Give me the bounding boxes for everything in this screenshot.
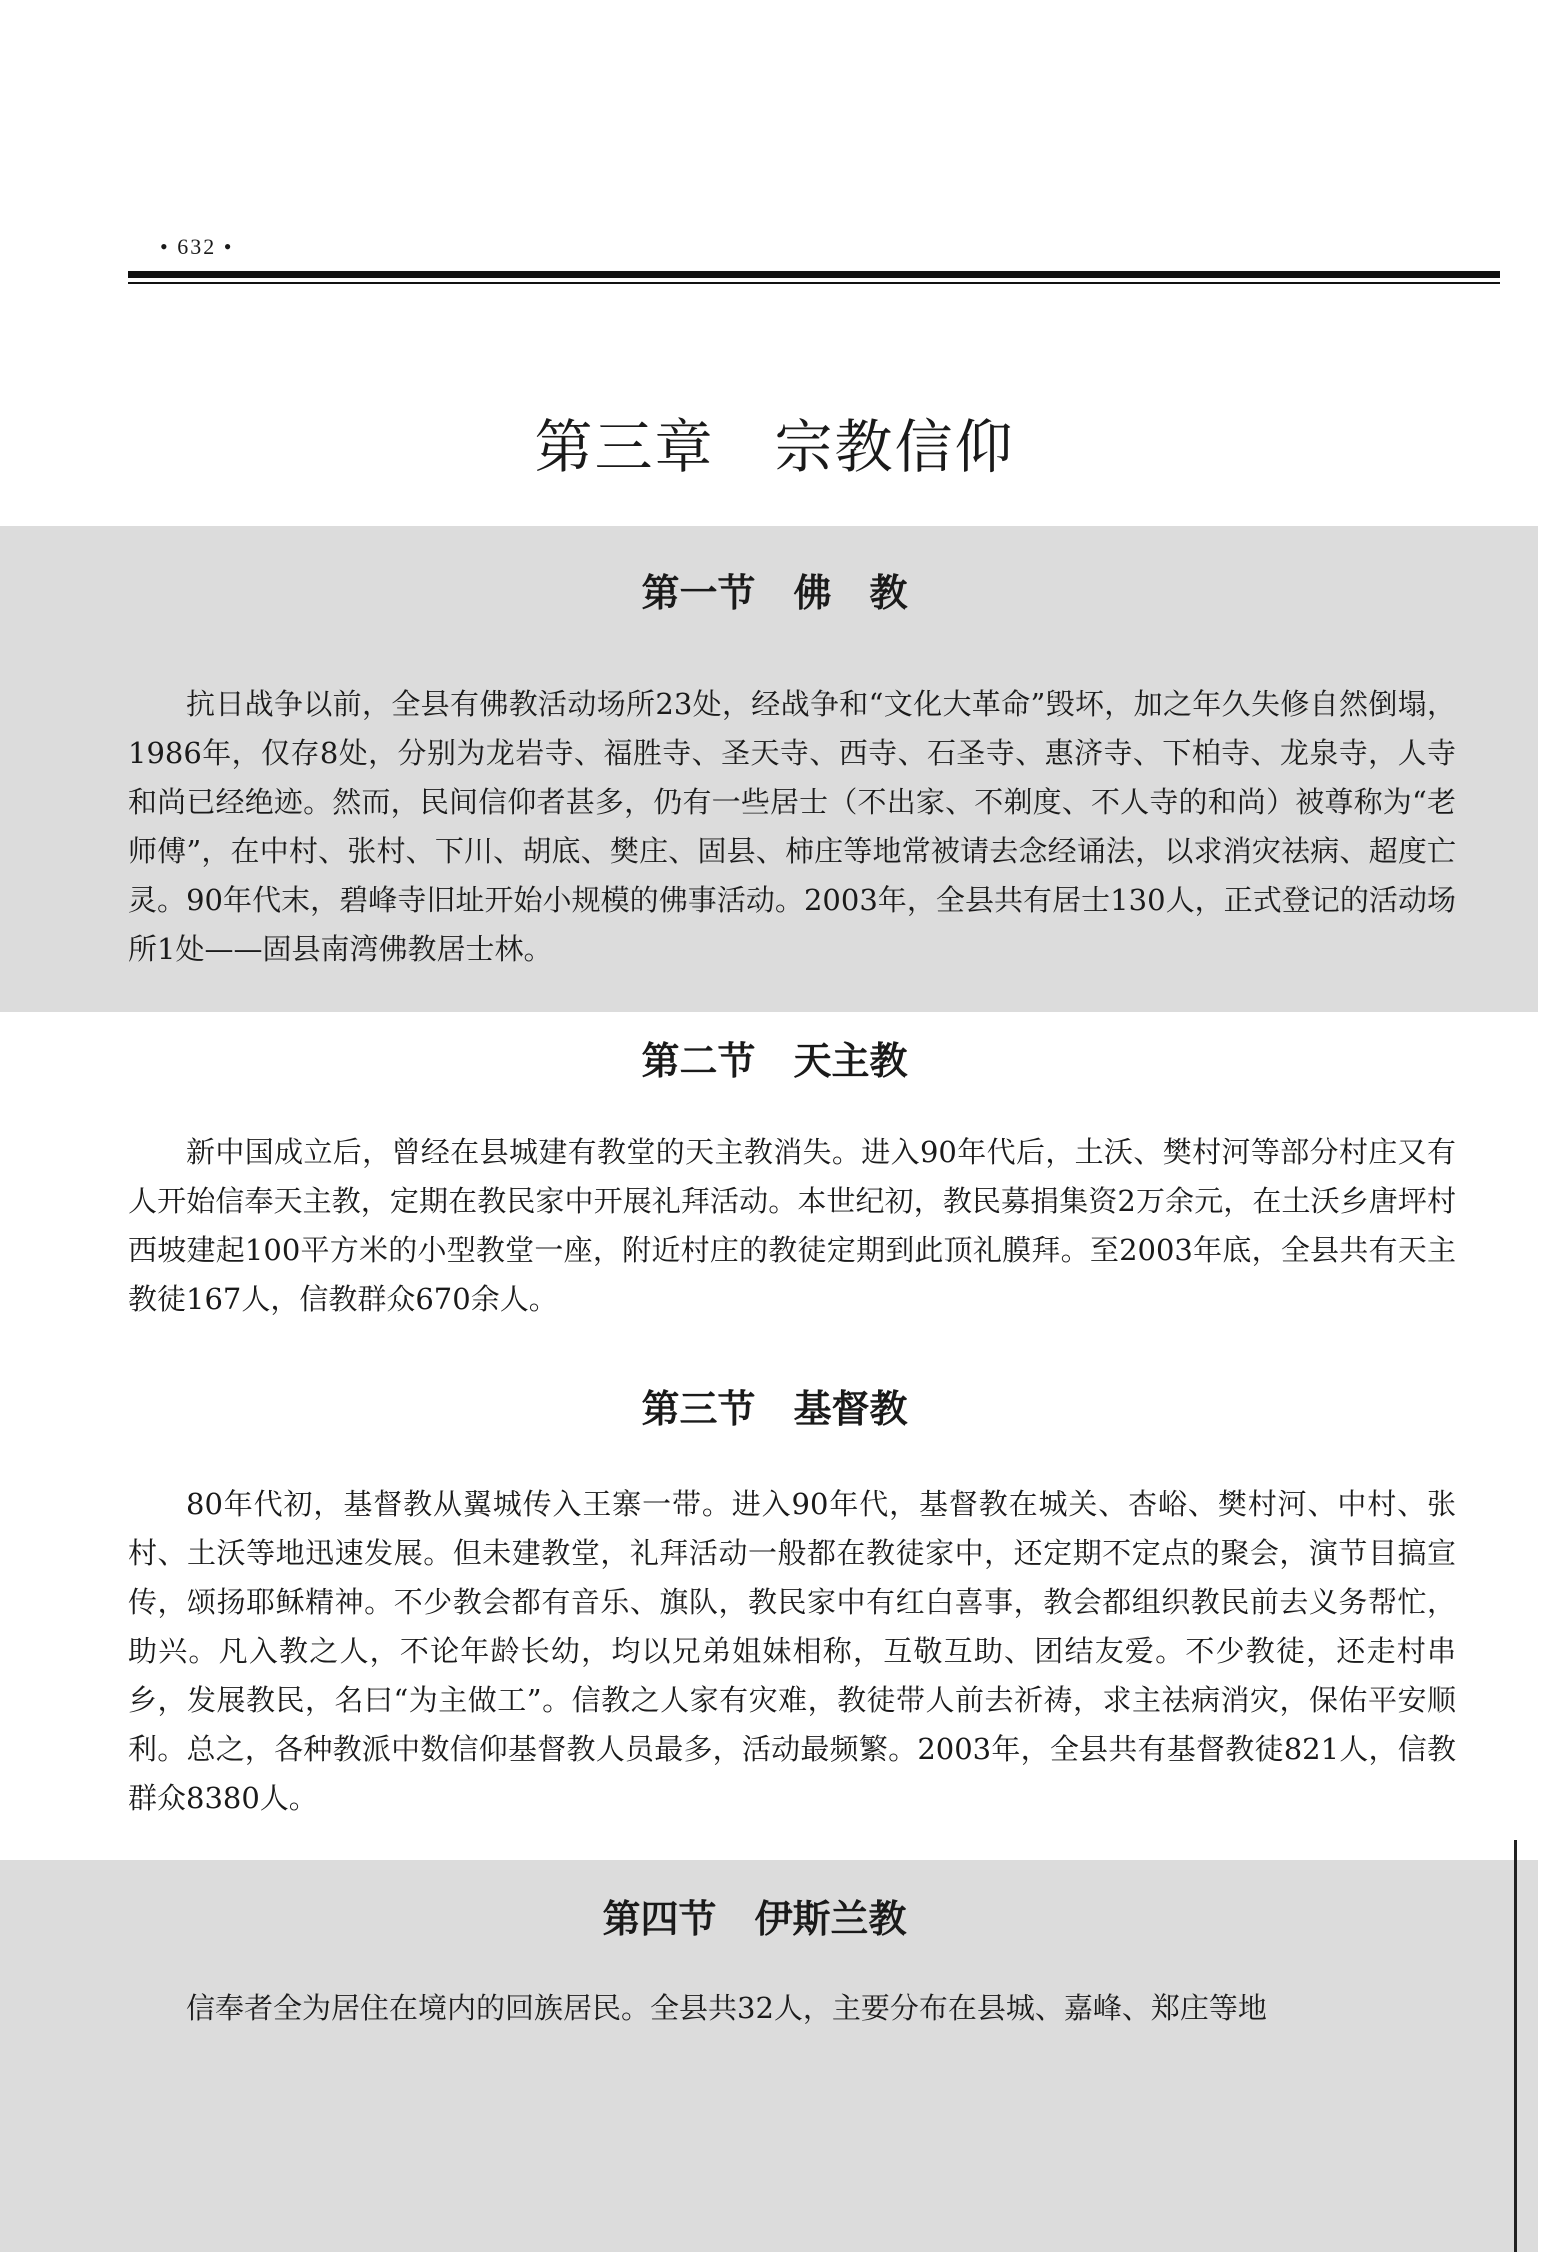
section-body-buddhism: 抗日战争以前，全县有佛教活动场所23处，经战争和“文化大革命”毁坏，加之年久失修自然倒塌，1986年，仅存8处，分别为龙岩寺、福胜寺、圣天寺、西寺、石圣寺、惠济寺、下柏寺、龙泉寺，人寺和尚已经绝迹。然而，民间信仰者甚多，仍有一些居士（不出家、不剃度、不人寺的和尚）被尊称为“老师傅”，在中村、张村、下川、胡底、樊庄、固县、柿庄等地常被请去念经诵法，以求消灾祛病、超度亡灵。90年代末，碧峰寺旧址开始小规模的佛事活动。2003年，全县共有居士130人，正式登记的活动场所1处——固县南湾佛教居士林。: [128, 687, 1456, 966]
section-title-catholicism: 第二节 天主教: [641, 1039, 908, 1083]
section-title-buddhism: 第一节 佛 教: [641, 571, 908, 615]
page-number: • 632 •: [160, 234, 234, 259]
chapter-title: 第三章 宗教信仰: [534, 413, 1015, 481]
section-body-christianity: 80年代初，基督教从翼城传入王寨一带。进入90年代，基督教在城关、杏峪、樊村河、中村、张村、土沃等地迅速发展。但未建教堂，礼拜活动一般都在教徒家中，还定期不定点的聚会，演节目搞宣传，颂扬耶稣精神。不少教会都有音乐、旗队，教民家中有红白喜事，教会都组织教民前去义务帮忙，助兴。凡入教之人，不论年龄长幼，均以兄弟姐妹相称，互敬互助、团结友爱。不少教徒，还走村串乡，发展教民，名曰“为主做工”。信教之人家有灾难，教徒带人前去祈祷，求主祛病消灾，保佑平安顺利。总之，各种教派中数信仰基督教人员最多，活动最频繁。2003年，全县共有基督教徒821人，信教群众8380人。: [128, 1487, 1456, 1815]
header-rule-thin: [128, 282, 1500, 284]
section-title-islam: 第四节 伊斯兰教: [602, 1897, 907, 1941]
section-title-christianity: 第三节 基督教: [641, 1387, 908, 1431]
header-rule-thick: [128, 271, 1500, 278]
scan-edge-line: [1514, 1840, 1517, 2252]
section-body-islam: 信奉者全为居住在境内的回族居民。全县共32人，主要分布在县城、嘉峰、郑庄等地: [186, 1991, 1267, 2025]
section-body-catholicism: 新中国成立后，曾经在县城建有教堂的天主教消失。进入90年代后，土沃、樊村河等部分村庄又有人开始信奉天主教，定期在教民家中开展礼拜活动。本世纪初，教民募捐集资2万余元，在土沃乡唐坪村西坡建起100平方米的小型教堂一座，附近村庄的教徒定期到此顶礼膜拜。至2003年底，全县共有天主教徒167人，信教群众670余人。: [128, 1135, 1456, 1316]
